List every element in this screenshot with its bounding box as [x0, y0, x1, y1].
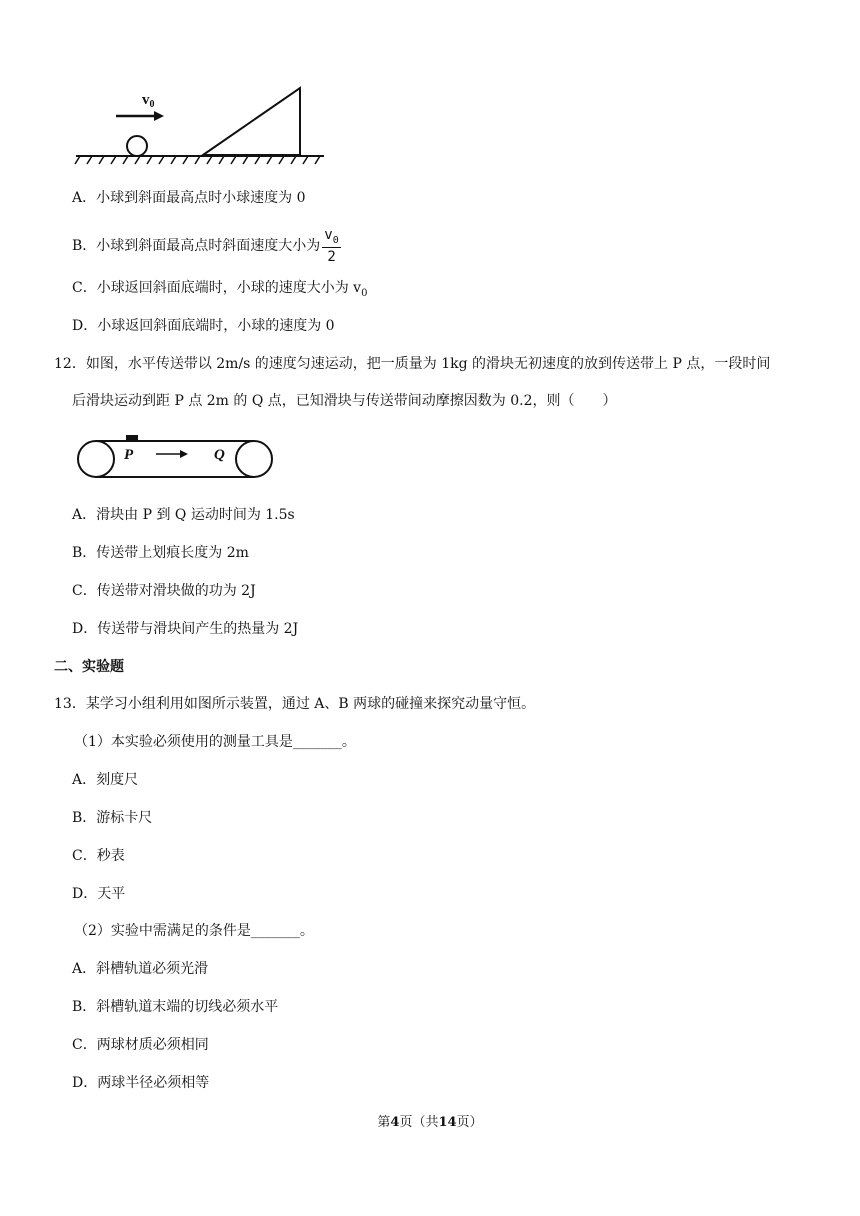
q13-part2-prompt: （2）实验中需满足的条件是_______。: [74, 923, 314, 939]
q11-option-d[interactable]: D．小球返回斜面底端时，小球的速度为 0: [72, 318, 335, 334]
section-title: 二、实验题: [54, 659, 124, 675]
q13-part2-option-b[interactable]: B．斜槽轨道末端的切线必须水平: [72, 999, 279, 1015]
q11-option-c[interactable]: C．小球返回斜面底端时，小球的速度大小为 $v_0$: [72, 280, 368, 299]
q13-part1-option-b[interactable]: B．游标卡尺: [72, 810, 153, 826]
fraction-v0-over-2: $\frac{v_0}{2}$: [324, 227, 339, 265]
q11-option-b[interactable]: B．小球到斜面最高点时斜面速度大小为 $\frac{v_0}{2}$: [72, 227, 339, 265]
incline: [203, 88, 300, 155]
q13-part2-option-c[interactable]: C．两球材质必须相同: [72, 1037, 209, 1053]
q13-part1-prompt: （1）本实验必须使用的测量工具是_______。: [74, 734, 356, 750]
q12-option-a[interactable]: A．滑块由 P 到 Q 运动时间为 1.5s: [72, 507, 295, 523]
q13-part2-option-a[interactable]: A．斜槽轨道必须光滑: [72, 961, 209, 977]
conveyor-belt-figure: [74, 432, 278, 484]
q12-option-d[interactable]: D．传送带与滑块间产生的热量为 2J: [72, 621, 299, 637]
svg-text:v0: [142, 92, 155, 110]
q12-option-c[interactable]: C．传送带对滑块做的功为 2J: [72, 583, 256, 599]
page-number: 4: [390, 1115, 400, 1130]
velocity-subscript: 0: [149, 99, 155, 110]
q13-part1-option-c[interactable]: C．秒表: [72, 848, 125, 864]
q12-stem-line2: 后滑块运动到距 P 点 2m 的 Q 点，已知滑块与传送带间动摩擦因数为 0.2，则（ ）: [72, 393, 617, 409]
total-pages: 14: [438, 1115, 457, 1130]
velocity-label: v: [142, 92, 150, 108]
page-footer: 第4页（共14页）: [377, 1115, 483, 1130]
q13-part1-option-d[interactable]: D．天平: [72, 886, 126, 902]
incline-ball-figure: [70, 80, 330, 170]
ball: [127, 136, 147, 156]
q11-option-a[interactable]: A．小球到斜面最高点时小球速度为 0: [72, 190, 306, 206]
q13-part1-option-a[interactable]: A．刻度尺: [72, 772, 139, 788]
point-p-label: P: [124, 447, 134, 463]
q12-option-b[interactable]: B．传送带上划痕长度为 2m: [72, 545, 249, 561]
q13-part2-option-d[interactable]: D．两球半径必须相等: [72, 1075, 210, 1091]
point-q-label: Q: [214, 447, 225, 463]
q13-stem: 13．某学习小组利用如图所示装置，通过 A、B 两球的碰撞来探究动量守恒。: [54, 696, 536, 712]
q12-stem-line1: 12．如图，水平传送带以 2m/s 的速度匀速运动，把一质量为 1kg 的滑块无初速度的放到传送带上 P 点，一段时间: [54, 356, 771, 372]
slider-block: [126, 435, 138, 441]
